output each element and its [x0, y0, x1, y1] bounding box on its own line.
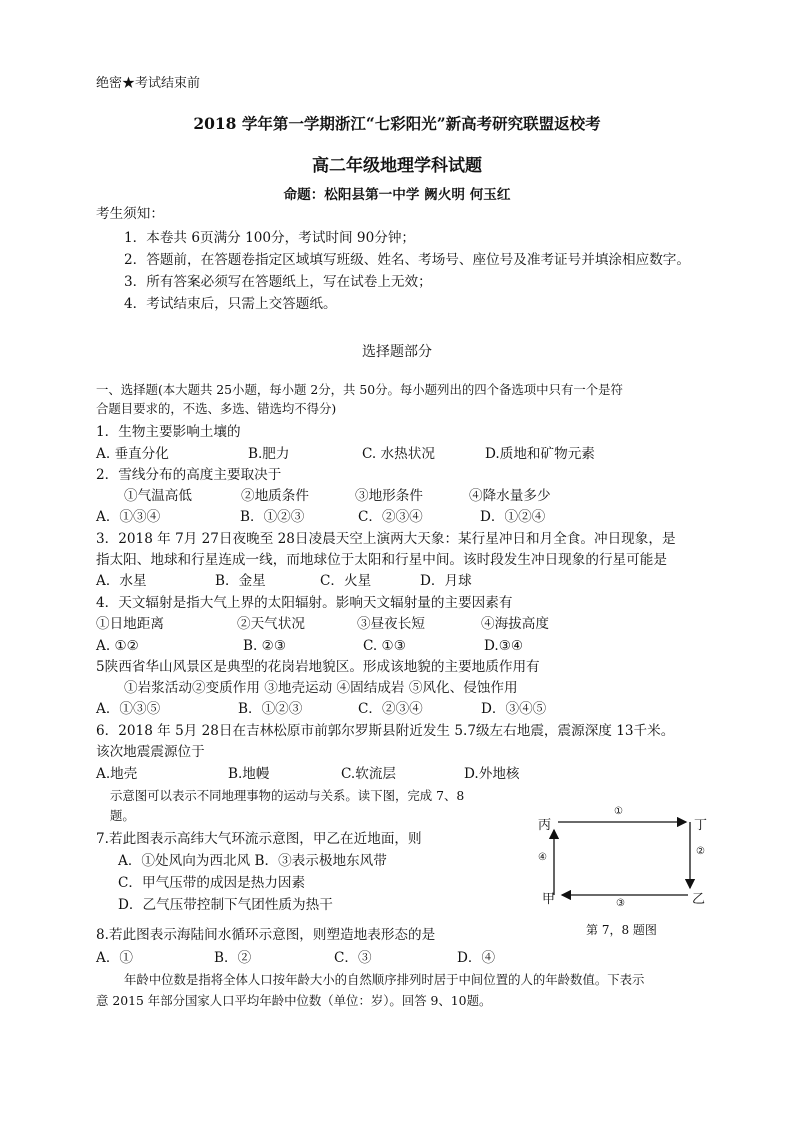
- confidential-mark: 绝密★考试结束前: [96, 76, 201, 91]
- q2-option-a: A．①③④: [96, 509, 161, 525]
- q4-option-b: B. ②③: [243, 638, 287, 654]
- q3-stem-line1: 3．2018 年 7月 27日夜晚至 28日凌晨天空上演两大天象：某行星冲日和月全食。冲日现象，是: [96, 531, 676, 547]
- q1-option-d: D.质地和矿物元素: [485, 446, 595, 462]
- q2-item-1: ①气温高低: [124, 488, 192, 504]
- q4-item-2: ②天气状况: [237, 616, 305, 632]
- q7-stem: 7.若此图表示高纬大气环流示意图，甲乙在近地面，则: [96, 831, 422, 847]
- age-median-intro-line1: 年龄中位数是指将全体人口按年龄大小的自然顺序排列时居于中间位置的人的年龄数值。下表示: [124, 972, 645, 987]
- q4-item-4: ④海拔高度: [481, 616, 549, 632]
- q1-option-a: A. 垂直分化: [96, 446, 169, 462]
- corner-label-jia: 甲: [542, 892, 556, 907]
- q5-items: ①岩浆活动②变质作用 ③地壳运动 ④固结成岩 ⑤风化、侵蚀作用: [124, 680, 518, 696]
- part1-intro-line1: 一、选择题(本大题共 25小题，每小题 2分，共 50分。每小题列出的四个备选项中只有一个是符: [96, 382, 623, 397]
- q6-stem-line1: 6．2018 年 5月 28日在吉林松原市前郭尔罗斯县附近发生 5.7级左右地震，震源深度 13千米。: [96, 723, 675, 739]
- q6-option-a: A.地壳: [96, 766, 138, 782]
- part1-intro-line2: 合题目要求的，不选、多选、错选均不得分): [96, 401, 337, 416]
- q3-option-d: D．月球: [420, 573, 472, 589]
- exam-subtitle: 高二年级地理学科试题: [312, 156, 482, 176]
- q2-stem: 2．雪线分布的高度主要取决于: [96, 467, 282, 483]
- notice-item-4: 4．考试结束后，只需上交答题纸。: [124, 296, 337, 312]
- q1-option-c: C. 水热状况: [362, 446, 435, 462]
- q7-option-ab: A．①处风向为西北风 B．③表示极地东风带: [118, 853, 387, 869]
- exam-title: 2018 学年第一学期浙江“七彩阳光”新高考研究联盟返校考: [193, 114, 601, 133]
- q4-stem: 4．天文辐射是指大气上界的太阳辐射。影响天文辐射量的主要因素有: [96, 595, 513, 611]
- q4-option-c: C. ①③: [363, 638, 406, 654]
- figure-intro-line2: 题。: [110, 808, 135, 823]
- q2-option-b: B．①②③: [240, 509, 305, 525]
- q5-option-a: A．①③⑤: [96, 701, 161, 717]
- q8-option-b: B．②: [214, 950, 252, 966]
- q3-option-c: C．火星: [320, 573, 372, 589]
- q2-item-3: ③地形条件: [355, 488, 423, 504]
- circulation-diagram: [530, 800, 730, 940]
- section-title: 选择题部分: [362, 344, 432, 360]
- q6-option-c: C.软流层: [341, 766, 397, 782]
- arrow-label-4: ④: [538, 852, 547, 863]
- q3-stem-line2: 指太阳、地球和行星连成一线，而地球位于太阳和行星中间。该时段发生冲日现象的行星可能是: [96, 552, 667, 568]
- q5-option-c: C．②③④: [358, 701, 423, 717]
- q7-option-d: D．乙气压带控制下气团性质为热干: [118, 897, 333, 913]
- q5-stem: 5陕西省华山风景区是典型的花岗岩地貌区。形成该地貌的主要地质作用有: [96, 659, 540, 675]
- q6-stem-line2: 该次地震震源位于: [96, 744, 205, 760]
- q7-option-c: C．甲气压带的成因是热力因素: [118, 875, 306, 891]
- q3-option-a: A．水星: [96, 573, 147, 589]
- corner-label-ding: 丁: [694, 818, 708, 833]
- arrow-label-3: ③: [616, 898, 625, 909]
- q3-option-b: B．金星: [215, 573, 266, 589]
- q1-option-b: B.肥力: [248, 446, 290, 462]
- arrow-label-2: ②: [696, 846, 705, 857]
- q5-option-b: B．①②③: [238, 701, 303, 717]
- exam-authors: 命题：松阳县第一中学 阙火明 何玉红: [283, 187, 511, 203]
- notice-heading: 考生须知：: [96, 206, 164, 222]
- q2-item-4: ④降水量多少: [469, 488, 551, 504]
- q6-option-d: D.外地核: [464, 766, 520, 782]
- corner-label-bing: 丙: [538, 818, 552, 833]
- notice-item-2: 2．答题前，在答题卷指定区域填写班级、姓名、考场号、座位号及准考证号并填涂相应数字。: [124, 252, 690, 268]
- q5-option-d: D．③④⑤: [481, 701, 547, 717]
- q8-option-c: C．③: [334, 950, 372, 966]
- age-median-intro-line2: 意 2015 年部分国家人口平均年龄中位数（单位：岁）。回答 9、10题。: [96, 993, 492, 1008]
- q8-stem: 8.若此图表示海陆间水循环示意图，则塑造地表形态的是: [96, 927, 436, 943]
- corner-label-yi: 乙: [692, 892, 706, 907]
- notice-item-3: 3．所有答案必须写在答题纸上，写在试卷上无效；: [124, 274, 432, 290]
- q2-option-d: D．①②④: [480, 509, 546, 525]
- notice-item-1: 1．本卷共 6页满分 100分，考试时间 90分钟；: [124, 230, 416, 246]
- q2-option-c: C．②③④: [358, 509, 423, 525]
- q4-item-3: ③昼夜长短: [357, 616, 425, 632]
- figure-intro-line1: 示意图可以表示不同地理事物的运动与关系。读下图，完成 7、8: [110, 788, 465, 803]
- q4-option-d: D.③④: [484, 638, 524, 654]
- q1-stem: 1．生物主要影响土壤的: [96, 424, 241, 440]
- figure-caption: 第 7，8 题图: [586, 923, 657, 937]
- q2-item-2: ②地质条件: [241, 488, 309, 504]
- q4-option-a: A. ①②: [96, 638, 139, 654]
- q4-item-1: ①日地距离: [96, 616, 164, 632]
- q8-option-d: D．④: [457, 950, 496, 966]
- q6-option-b: B.地幔: [228, 766, 270, 782]
- q8-option-a: A．①: [96, 950, 134, 966]
- arrow-label-1: ①: [614, 806, 623, 817]
